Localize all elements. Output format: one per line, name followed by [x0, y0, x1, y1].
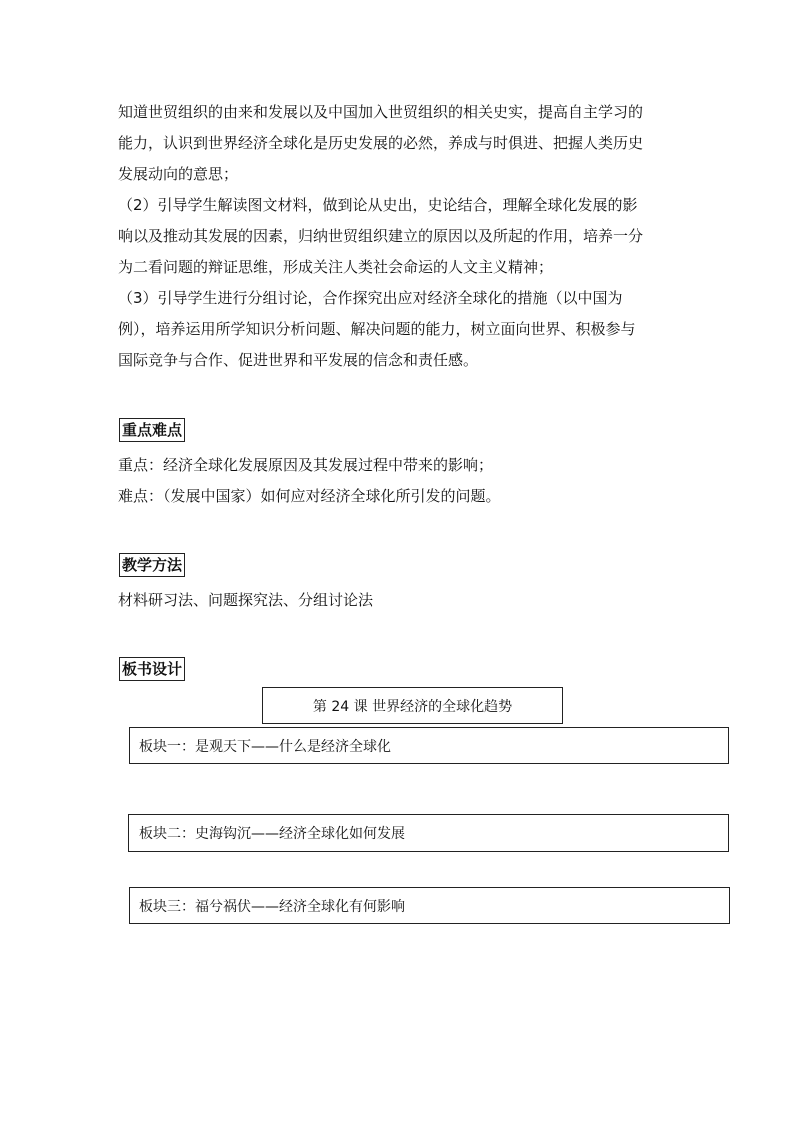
methods-heading: 教学方法	[119, 553, 185, 577]
key-points-heading: 重点难点	[119, 418, 185, 442]
methods-section	[118, 585, 688, 616]
text-line: 知道世贸组织的由来和发展以及中国加入世贸组织的相关史实，提高自主学习的	[118, 103, 644, 121]
text-line: 例），培养运用所学知识分析问题、解决问题的能力，树立面向世界、积极参与	[118, 320, 636, 338]
text-line: 能力，认识到世界经济全球化是历史发展的必然，养成与时俱进、把握人类历史	[118, 134, 644, 152]
board-block-1-text: 板块一：是观天下——什么是经济全球化	[139, 738, 391, 755]
text-line: 发展动向的意思；	[118, 165, 239, 183]
objective-paragraph-3	[118, 283, 688, 376]
key-points-section	[118, 450, 688, 512]
lesson-title-box	[262, 687, 563, 724]
board-block-1	[129, 727, 729, 764]
board-design-heading: 板书设计	[119, 657, 185, 681]
text-line: 响以及推动其发展的因素，归纳世贸组织建立的原因以及所起的作用，培养一分	[118, 227, 644, 245]
difficulty-text: 难点：（发展中国家）如何应对经济全球化所引发的问题。	[118, 487, 501, 505]
focus-text: 重点：经济全球化发展原因及其发展过程中带来的影响；	[118, 456, 494, 474]
objective-paragraph-2	[118, 190, 688, 283]
objective-paragraph-1	[118, 97, 688, 190]
text-line: 为二看问题的辩证思维，形成关注人类社会命运的人文主义精神；	[118, 258, 554, 276]
text-line: （2）引导学生解读图文材料，做到论从史出，史论结合，理解全球化发展的影	[118, 196, 638, 214]
board-block-3	[129, 887, 730, 924]
methods-text: 材料研习法、问题探究法、分组讨论法	[118, 591, 374, 609]
lesson-title: 第 24 课 世界经济的全球化趋势	[312, 698, 513, 715]
board-block-2-text: 板块二：史海钩沉——经济全球化如何发展	[139, 826, 405, 842]
board-block-3-text: 板块三：福兮祸伏——经济全球化有何影响	[139, 898, 405, 915]
text-line: 国际竞争与合作、促进世界和平发展的信念和责任感。	[118, 351, 479, 369]
text-line: （3）引导学生进行分组讨论，合作探究出应对经济全球化的措施（以中国为	[118, 289, 623, 307]
board-block-2	[128, 814, 729, 852]
